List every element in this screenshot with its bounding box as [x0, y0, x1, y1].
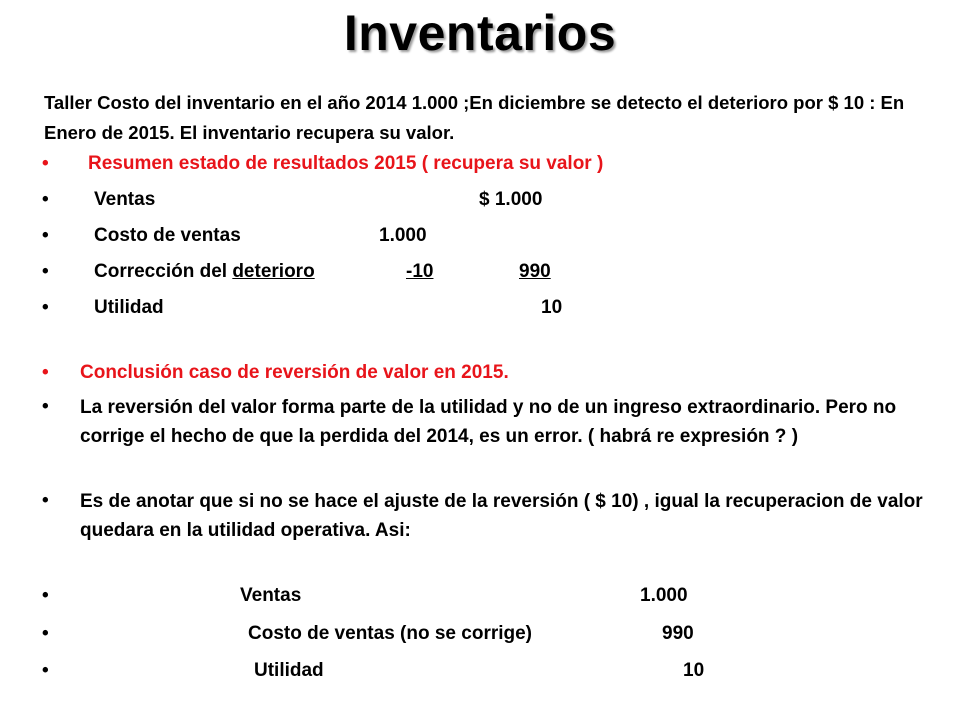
- summary-correccion-label: [94, 261, 343, 283]
- summary-correccion-total: 990: [519, 261, 551, 282]
- conclusion-heading: Conclusión caso de reversión de valor en 2015.: [80, 362, 509, 383]
- summary-ventas-value: $ 1.000: [479, 189, 543, 210]
- summary-costo-label: Costo de ventas: [94, 225, 241, 246]
- final-ventas-value: 1.000: [640, 585, 688, 606]
- bullet: •: [42, 189, 49, 210]
- bullet: •: [42, 585, 49, 606]
- paragraph-reversion: La reversión del valor forma parte de la utilidad y no de un ingreso extraordinario. Pero no corrige el hecho de que la perdida del 2014, es un error. ( habrá re expresión ? ): [80, 397, 897, 447]
- summary-utilidad-value: 10: [541, 297, 563, 318]
- slide-title: Inventarios: [343, 5, 617, 61]
- final-utilidad-value: 10: [683, 660, 705, 681]
- bullet: •: [42, 660, 49, 681]
- bullet: •: [42, 261, 49, 282]
- summary-ventas-label: Ventas: [94, 189, 156, 210]
- bullet: •: [42, 623, 49, 644]
- intro-paragraph: Taller Costo del inventario en el año 2014 1.000 ;En diciembre se detecto el deterioro por $ 10 : En Enero de 2015. El inventario recupera su valor.: [44, 92, 905, 143]
- bullet: •: [42, 225, 49, 246]
- bullet: •: [42, 396, 49, 417]
- final-costo-value: 990: [662, 623, 694, 644]
- final-ventas-label: Ventas: [240, 585, 302, 606]
- bullet: •: [42, 362, 49, 383]
- bullet: •: [42, 297, 49, 318]
- summary-utilidad-label: Utilidad: [94, 297, 164, 318]
- final-utilidad-label: Utilidad: [254, 660, 324, 681]
- paragraph-ajuste: Es de anotar que si no se hace el ajuste de la reversión ( $ 10) , igual la recuperacion de valor quedara en la utilidad operativa. Asi:: [80, 491, 923, 541]
- summary-heading: Resumen estado de resultados 2015 ( recupera su valor ): [88, 153, 604, 174]
- correccion-label-underlined: deterioro: [232, 261, 315, 282]
- bullet: •: [42, 490, 49, 511]
- summary-costo-value: 1.000: [379, 225, 427, 246]
- bullet: •: [42, 153, 49, 174]
- summary-correccion-value: -10: [406, 261, 434, 282]
- final-costo-label: Costo de ventas (no se corrige): [248, 623, 533, 644]
- correccion-label-start: Corrección del: [94, 261, 233, 282]
